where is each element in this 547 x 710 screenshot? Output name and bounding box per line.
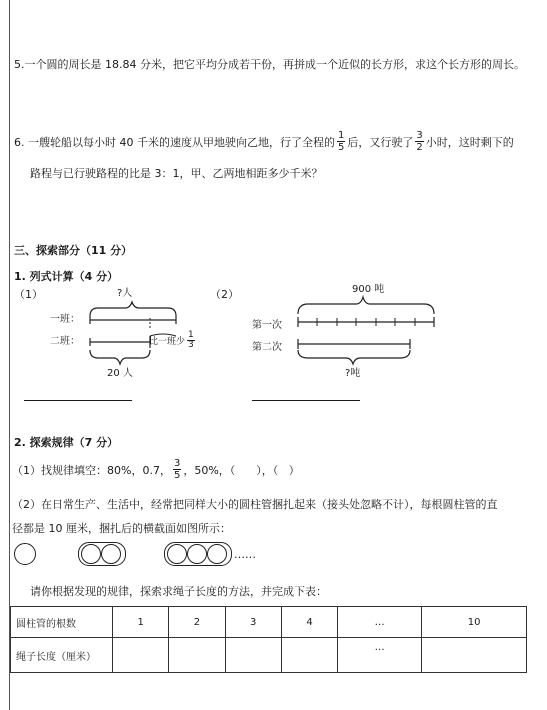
diagram1-less-annotation: [149, 331, 197, 350]
row-header-rope-length: 绳子长度（厘米）: [11, 638, 113, 673]
pipe-circle-icon: [81, 544, 101, 564]
q6-fraction-1: $\frac{1}{5}$: [337, 130, 345, 153]
diagram1-row2-label: 二班：: [50, 336, 80, 347]
bundle-ellipsis: ……: [234, 548, 256, 561]
table-row: [11, 607, 527, 638]
diagram2-bottom-brace: [298, 350, 410, 364]
diagram1-less-fraction: $\frac{1}{3}$: [188, 330, 194, 350]
diagram2-top-label: 900 吨: [352, 284, 385, 295]
rule-1-suffix: ，50%，（ ），（ ）: [183, 463, 300, 477]
cell-count-4: 4: [281, 607, 337, 638]
table-row: [11, 638, 527, 673]
rule-1: [12, 458, 300, 481]
q6-fraction-2: $\frac{3}{2}$: [416, 130, 423, 153]
diagram2-top-brace: [298, 297, 434, 314]
cell-count-1: 1: [113, 607, 169, 638]
diagram2-row2-label: 第二次: [252, 342, 282, 353]
pipe-circle-icon: [167, 544, 187, 564]
pipe-circle-icon: [207, 544, 227, 564]
pipe-circle-icon: [187, 544, 207, 564]
diagram1-row1-label: 一班：: [50, 314, 80, 325]
cell-length-10[interactable]: [422, 638, 527, 673]
answer-line-2[interactable]: [252, 400, 360, 401]
part-2-label: （2）: [210, 288, 239, 301]
bundle-1-pipe: [14, 543, 36, 565]
rule-1-fraction: $\frac{3}{5}$: [173, 458, 181, 481]
question-6-line1: [14, 130, 514, 153]
cell-count-3: 3: [225, 607, 281, 638]
diagram1-less-prefix: 比一班少: [149, 337, 186, 347]
rule-2-line1: （2）在日常生产、生活中，经常把同样大小的圆柱管捆扎起来（接头处忽略不计），每根圆柱管的直: [12, 498, 498, 511]
diagram2-row1-label: 第一次: [252, 320, 282, 331]
section-3-title: 三、探索部分（11 分）: [14, 244, 133, 257]
q6-text-c: 小时，这时剩下的: [425, 135, 514, 149]
diagram1-top-brace: [90, 302, 176, 316]
page-margin-line: [9, 0, 10, 710]
cell-length-3[interactable]: [225, 638, 281, 673]
rule-1-prefix: （1）找规律填空：80%，0.7，: [12, 463, 171, 477]
answer-line-1[interactable]: [24, 400, 132, 401]
cell-length-4[interactable]: [281, 638, 337, 673]
section-3-sub1: 1. 列式计算（4 分）: [14, 270, 119, 283]
pipe-circle-icon: [101, 544, 121, 564]
diagram1-bottom-brace: [90, 350, 150, 364]
pipe-circle-icon: [14, 543, 36, 565]
cell-length-ellipsis: …: [338, 638, 422, 673]
bundle-3-pipes: [164, 542, 232, 566]
diagram1-bottom-label: 20 人: [107, 368, 133, 379]
diagram2-bottom-label: ?吨: [345, 368, 361, 379]
question-6-line2: 路程与已行驶路程的比是 3：1，甲、乙两地相距多少千米？: [30, 167, 323, 180]
cell-count-2: 2: [169, 607, 225, 638]
rule-2-line2: 径都是 10 厘米，捆扎后的横截面如图所示：: [12, 522, 231, 535]
table-instruction: 请你根据发现的规律，探索求绳子长度的方法，并完成下表：: [30, 585, 327, 598]
question-5: 5.一个圆的周长是 18.84 分米，把它平均分成若干份，再拼成一个近似的长方形，求这个长方形的周长。: [14, 58, 525, 71]
cell-length-2[interactable]: [169, 638, 225, 673]
section-3-sub2: 2. 探索规律（7 分）: [14, 436, 119, 449]
row-header-pipe-count: 圆柱管的根数: [11, 607, 113, 638]
diagram1-top-label: ?人: [117, 288, 133, 299]
line-diagram-2: [250, 280, 450, 380]
cell-length-1[interactable]: [113, 638, 169, 673]
cell-count-10: 10: [422, 607, 527, 638]
part-1-label: （1）: [14, 288, 43, 301]
bundle-2-pipes: [78, 542, 126, 566]
cell-count-ellipsis: …: [338, 607, 422, 638]
q6-text-b: 后，又行驶了: [347, 135, 414, 149]
rope-length-table: [10, 606, 527, 673]
q6-text-a: 6. 一艘轮船以每小时 40 千米的速度从甲地驶向乙地，行了全程的: [14, 135, 335, 149]
